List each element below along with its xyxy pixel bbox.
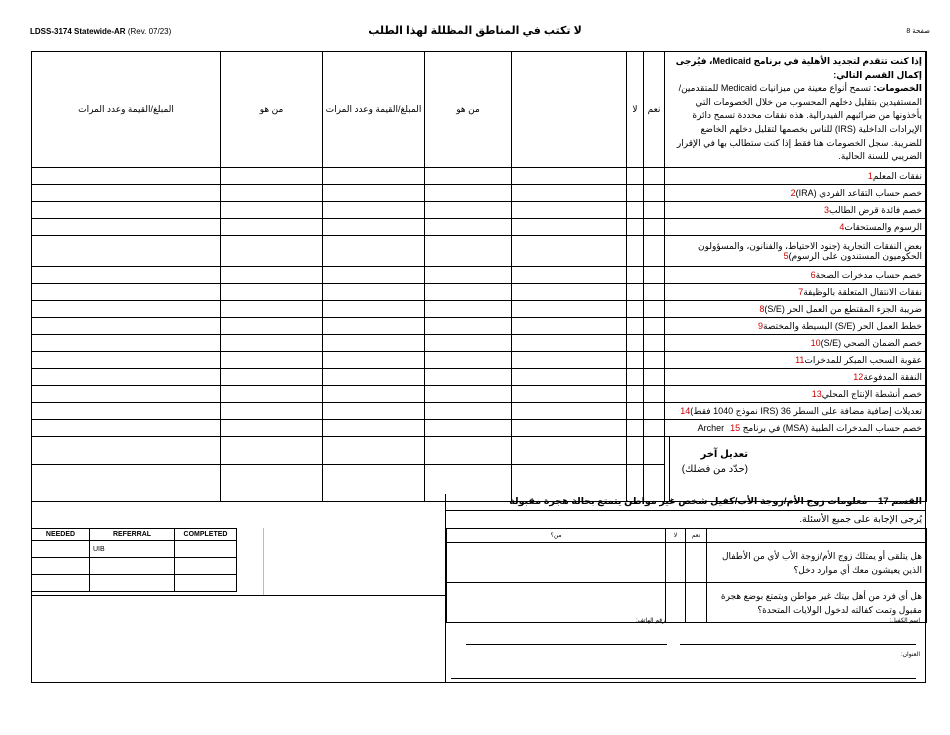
other2-amount-1[interactable]: [323, 465, 425, 502]
deduction-spacer: [512, 201, 627, 218]
s17-q2-no[interactable]: [666, 583, 686, 623]
deduction-who-1[interactable]: [425, 300, 512, 317]
deduction-label: [665, 266, 927, 283]
deduction-amount-1[interactable]: [323, 351, 425, 368]
form-id: LDSS-3174 Statewide-AR (Rev. 07/23): [30, 27, 172, 36]
deduction-row: [32, 334, 927, 351]
deduction-who-1[interactable]: [425, 368, 512, 385]
deduction-no-check[interactable]: [627, 266, 644, 283]
deduction-spacer: [512, 235, 627, 266]
other-adjustment-title: تعديل آخر: [700, 448, 748, 460]
deduction-number: 2: [790, 187, 796, 198]
col-yes: نعم: [644, 52, 665, 168]
deduction-label-text: خصم أنشطة الإنتاج المحلي: [821, 388, 922, 399]
other-amount-2[interactable]: [32, 436, 221, 464]
deductions-intro-label: الخصومات:: [873, 83, 922, 94]
deduction-label-text: خصم فائدة قرض الطالب: [829, 204, 922, 215]
deduction-no-check[interactable]: [627, 368, 644, 385]
deduction-who-2[interactable]: [221, 167, 323, 184]
deduction-amount-1[interactable]: [323, 235, 425, 266]
col-amount-2: المبلغ/القيمة وعدد المرات: [32, 52, 221, 168]
deduction-row: [32, 385, 927, 402]
deduction-no-check[interactable]: [627, 402, 644, 419]
other-no-check[interactable]: [627, 436, 644, 464]
deduction-who-2[interactable]: [221, 235, 323, 266]
s17-col-who: من؟: [447, 529, 666, 543]
other-yes-check[interactable]: [644, 436, 665, 464]
deduction-amount-1[interactable]: [323, 402, 425, 419]
deduction-amount-2[interactable]: [32, 317, 221, 334]
deduction-amount-1[interactable]: [323, 266, 425, 283]
deduction-label: [665, 402, 927, 419]
deduction-label-text: ضريبة الجزء المقتطع من العمل الحر (S/E): [764, 303, 922, 314]
deduction-who-2[interactable]: [221, 300, 323, 317]
deduction-label: [665, 334, 927, 351]
deduction-who-1[interactable]: [425, 218, 512, 235]
deduction-who-1[interactable]: [425, 402, 512, 419]
section-17-table: [446, 528, 927, 623]
col-spacer: [512, 52, 627, 168]
deduction-who-2[interactable]: [221, 402, 323, 419]
deduction-yes-check[interactable]: [644, 385, 665, 402]
deduction-yes-check[interactable]: [644, 317, 665, 334]
address-label: العنوان:: [900, 652, 920, 658]
other-spacer: [512, 436, 627, 464]
deduction-no-check[interactable]: [627, 283, 644, 300]
deductions-intro-body: تسمح أنواع معينة من ميزانيات Medicaid للمتقدمين/المستفيدين بتقليل دخلهم المحسوب من خلال الخصومات التي يأخذونها من ضرائبهم الفيدرالية. هذه نفقات محددة تسمح دائرة الإيرادات الداخلية (IRS) للناس بخصمها لتقليل دخلهم الخاضع للضريبة. سجل الخصومات هنا فقط إذا كنت ستطالب بها في الإقرار الضريبي للسنة الحالية.: [676, 83, 922, 162]
deduction-who-2[interactable]: [221, 334, 323, 351]
deduction-who-2[interactable]: [221, 317, 323, 334]
deduction-amount-2[interactable]: [32, 266, 221, 283]
s17-q1-no[interactable]: [666, 543, 686, 583]
deduction-spacer: [512, 351, 627, 368]
deduction-spacer: [512, 167, 627, 184]
deduction-number: 7: [798, 286, 804, 297]
deduction-spacer: [512, 385, 627, 402]
deduction-who-2[interactable]: [221, 419, 323, 436]
deduction-no-check[interactable]: [627, 334, 644, 351]
deduction-label-text: خصم الضمان الصحي (S/E): [820, 337, 922, 348]
deduction-label: [665, 317, 927, 334]
col-amount-1: المبلغ/القيمة وعدد المرات: [323, 52, 425, 168]
deduction-who-2[interactable]: [221, 218, 323, 235]
deduction-spacer: [512, 184, 627, 201]
deduction-row: [32, 218, 927, 235]
deduction-label: [665, 351, 927, 368]
sponsor-name-label: اسم الكفيل:: [889, 618, 920, 624]
deduction-spacer: [512, 266, 627, 283]
deduction-spacer: [512, 218, 627, 235]
col-no: لا: [627, 52, 644, 168]
deduction-yes-check[interactable]: [644, 402, 665, 419]
s17-q1-who[interactable]: [447, 543, 666, 583]
deduction-label: [665, 167, 927, 184]
address-field[interactable]: [451, 678, 916, 679]
referral-cell[interactable]: UIB: [90, 541, 175, 558]
deduction-amount-1[interactable]: [323, 201, 425, 218]
deduction-no-check[interactable]: [627, 201, 644, 218]
deduction-who-1[interactable]: [425, 167, 512, 184]
deduction-amount-1[interactable]: [323, 167, 425, 184]
deduction-amount-2[interactable]: [32, 167, 221, 184]
deduction-row: [32, 402, 927, 419]
deduction-label: [665, 201, 927, 218]
other-who-1[interactable]: [425, 436, 512, 464]
col-who-2: من هو: [221, 52, 323, 168]
s17-col-yes: نعم: [686, 529, 707, 543]
deduction-who-2[interactable]: [221, 266, 323, 283]
deduction-no-check[interactable]: [627, 300, 644, 317]
other-who-2[interactable]: [221, 436, 323, 464]
deduction-row: [32, 235, 927, 266]
section-17-title: القسم 17 – معلومات زوج الأم/زوجة الأب/كفيل شخص غير مواطن يتمتع بحالة هجرة مقبولة: [446, 494, 926, 511]
deduction-who-1[interactable]: [425, 419, 512, 436]
deduction-row: [32, 201, 927, 218]
needed-referral-table: [31, 528, 237, 592]
deduction-label-text: تعديلات إضافية مضافة على السطر 36 (IRS نموذج 1040 فقط): [690, 405, 922, 416]
deduction-who-2[interactable]: [221, 283, 323, 300]
deduction-amount-1[interactable]: [323, 368, 425, 385]
deduction-number: 12: [853, 371, 864, 382]
deduction-label: [665, 385, 927, 402]
page-number: صفحة 8: [906, 28, 930, 35]
col-who-1: من هو: [425, 52, 512, 168]
other-adjustment: [665, 436, 927, 501]
deduction-number: 3: [824, 204, 830, 215]
deductions-table: [31, 51, 927, 502]
s17-col-no: لا: [666, 529, 686, 543]
deduction-who-1[interactable]: [425, 201, 512, 218]
deduction-label: [665, 218, 927, 235]
deduction-label: [665, 300, 927, 317]
deduction-yes-check[interactable]: [644, 201, 665, 218]
sponsor-name-field[interactable]: [680, 644, 916, 645]
phone-label: رقم الهاتف:: [635, 618, 665, 624]
completed-cell[interactable]: [175, 541, 237, 558]
deduction-label-text: عقوبة السحب المبكر للمدخرات: [804, 354, 922, 365]
deduction-yes-check[interactable]: [644, 300, 665, 317]
deduction-amount-1[interactable]: [323, 419, 425, 436]
deduction-yes-check[interactable]: [644, 334, 665, 351]
deduction-no-check[interactable]: [627, 167, 644, 184]
deduction-number: 9: [758, 320, 764, 331]
deduction-amount-2[interactable]: [32, 184, 221, 201]
deduction-yes-check[interactable]: [644, 167, 665, 184]
deduction-amount-2[interactable]: [32, 334, 221, 351]
shaded-area-notice: لا تكتب في المناطق المظللة لهذا الطلب: [368, 25, 582, 37]
deduction-who-1[interactable]: [425, 317, 512, 334]
needed-cell[interactable]: [32, 575, 90, 592]
deduction-who-1[interactable]: [425, 385, 512, 402]
s17-q1-yes[interactable]: [686, 543, 707, 583]
deduction-who-1[interactable]: [425, 235, 512, 266]
deduction-label: [665, 184, 927, 201]
deduction-amount-1[interactable]: [323, 218, 425, 235]
deduction-number: 8: [759, 303, 765, 314]
deduction-yes-check[interactable]: [644, 283, 665, 300]
deduction-row: [32, 419, 927, 436]
deduction-amount-1[interactable]: [323, 300, 425, 317]
deduction-label: [665, 368, 927, 385]
deduction-amount-2[interactable]: [32, 402, 221, 419]
deduction-row: [32, 300, 927, 317]
deduction-amount-1[interactable]: [323, 385, 425, 402]
deduction-amount-2[interactable]: [32, 201, 221, 218]
deduction-who-1[interactable]: [425, 184, 512, 201]
needed-bottom-rule: [31, 595, 445, 596]
deduction-label: [665, 283, 927, 300]
deduction-number: 14: [680, 405, 691, 416]
deduction-amount-2[interactable]: [32, 235, 221, 266]
deduction-who-2[interactable]: [221, 368, 323, 385]
deduction-label-text: نفقات الانتقال المتعلقة بالوظيفة: [803, 286, 922, 297]
deduction-no-check[interactable]: [627, 419, 644, 436]
phone-field[interactable]: [466, 644, 667, 645]
deduction-yes-check[interactable]: [644, 235, 665, 266]
deduction-number: 10: [810, 337, 821, 348]
deduction-label-text: خطط العمل الحر (S/E) البسيطة والمختصة: [763, 320, 922, 331]
deduction-who-1[interactable]: [425, 351, 512, 368]
deductions-intro-title: إذا كنت تتقدم لتجديد الأهلية في برنامج Medicaid، فيُرجى إكمال القسم التالي:: [675, 56, 922, 80]
deduction-who-2[interactable]: [221, 184, 323, 201]
deduction-yes-check[interactable]: [644, 419, 665, 436]
section-17-instruction: يُرجى الإجابة على جميع الأسئلة.: [446, 511, 926, 529]
s17-question-1: هل يتلقى أو يمتلك زوج الأم/زوجة الأب لأي من الأطفال الذين يعيشون معك أي موارد دخل؟: [707, 543, 927, 583]
other-amount-1[interactable]: [323, 436, 425, 464]
deduction-spacer: [512, 402, 627, 419]
completed-cell[interactable]: [175, 558, 237, 575]
deduction-number: 5: [783, 250, 789, 261]
deduction-yes-check[interactable]: [644, 266, 665, 283]
referral-cell[interactable]: [90, 558, 175, 575]
deduction-row: [32, 283, 927, 300]
deduction-number: 11: [795, 354, 805, 365]
deduction-who-1[interactable]: [425, 283, 512, 300]
other2-who-2[interactable]: [221, 465, 323, 502]
deduction-who-2[interactable]: [221, 201, 323, 218]
deduction-spacer: [512, 334, 627, 351]
deduction-row: [32, 368, 927, 385]
deduction-amount-1[interactable]: [323, 334, 425, 351]
deduction-spacer: [512, 300, 627, 317]
s17-question-2: هل أي فرد من أهل بيتك غير مواطن ويتمتع بوضع هجرة مقبول وتمت كفالته لدخول الولايات المتحدة؟: [707, 583, 927, 623]
deduction-amount-2[interactable]: [32, 385, 221, 402]
referral-header: REFERRAL: [90, 529, 175, 541]
deduction-no-check[interactable]: [627, 317, 644, 334]
deduction-row: [32, 351, 927, 368]
deduction-label-text: الرسوم والمستحقات: [844, 221, 922, 232]
deduction-number: 13: [811, 388, 822, 399]
s17-col-question: [707, 529, 927, 543]
deduction-spacer: [512, 317, 627, 334]
deduction-number: 15: [730, 422, 741, 433]
deduction-who-2[interactable]: [221, 385, 323, 402]
shaded-guide: [263, 528, 264, 595]
deduction-label: [665, 235, 927, 266]
deduction-label-text: خصم حساب التقاعد الفردي (IRA): [795, 187, 922, 198]
deduction-label-text: خصم حساب مدخرات الصحة: [815, 269, 922, 280]
deduction-label-text: خصم حساب المدخرات الطبية (MSA) في برنامج Archer: [697, 422, 922, 433]
deduction-yes-check[interactable]: [644, 218, 665, 235]
deduction-no-check[interactable]: [627, 218, 644, 235]
deductions-intro: [665, 52, 927, 168]
deduction-label-text: النفقة المدفوعة: [863, 371, 922, 382]
deduction-yes-check[interactable]: [644, 368, 665, 385]
needed-header: NEEDED: [32, 529, 90, 541]
deduction-number: 4: [839, 221, 845, 232]
deduction-amount-2[interactable]: [32, 368, 221, 385]
deduction-label-text: بعض النفقات التجارية (جنود الاحتياط، والفنانون، والمسؤولون الحكوميون المستندون على الرسوم): [698, 240, 922, 261]
deduction-who-1[interactable]: [425, 266, 512, 283]
other-adjustment-sub: (حدّد من فضلك): [681, 463, 748, 475]
deduction-no-check[interactable]: [627, 184, 644, 201]
deduction-label: [665, 419, 927, 436]
deduction-amount-1[interactable]: [323, 283, 425, 300]
deduction-spacer: [512, 419, 627, 436]
deduction-number: 1: [867, 170, 873, 181]
deduction-row: [32, 184, 927, 201]
section-17: [446, 494, 926, 529]
deduction-no-check[interactable]: [627, 235, 644, 266]
deduction-who-2[interactable]: [221, 351, 323, 368]
referral-cell[interactable]: [90, 575, 175, 592]
deduction-number: 6: [810, 269, 816, 280]
deduction-label-text: نفقات المعلم: [872, 170, 922, 181]
deduction-amount-2[interactable]: [32, 300, 221, 317]
other2-amount-2[interactable]: [32, 465, 221, 502]
deduction-no-check[interactable]: [627, 385, 644, 402]
completed-header: COMPLETED: [175, 529, 237, 541]
deduction-amount-2[interactable]: [32, 351, 221, 368]
deduction-yes-check[interactable]: [644, 184, 665, 201]
deduction-row: [32, 167, 927, 184]
deduction-spacer: [512, 368, 627, 385]
deduction-amount-2[interactable]: [32, 419, 221, 436]
deduction-amount-1[interactable]: [323, 317, 425, 334]
deduction-amount-1[interactable]: [323, 184, 425, 201]
deduction-amount-2[interactable]: [32, 218, 221, 235]
deduction-no-check[interactable]: [627, 351, 644, 368]
needed-cell[interactable]: [32, 558, 90, 575]
deduction-yes-check[interactable]: [644, 351, 665, 368]
completed-cell[interactable]: [175, 575, 237, 592]
deduction-who-1[interactable]: [425, 334, 512, 351]
deduction-amount-2[interactable]: [32, 283, 221, 300]
deduction-spacer: [512, 283, 627, 300]
deduction-row: [32, 266, 927, 283]
needed-cell[interactable]: [32, 541, 90, 558]
deduction-row: [32, 317, 927, 334]
